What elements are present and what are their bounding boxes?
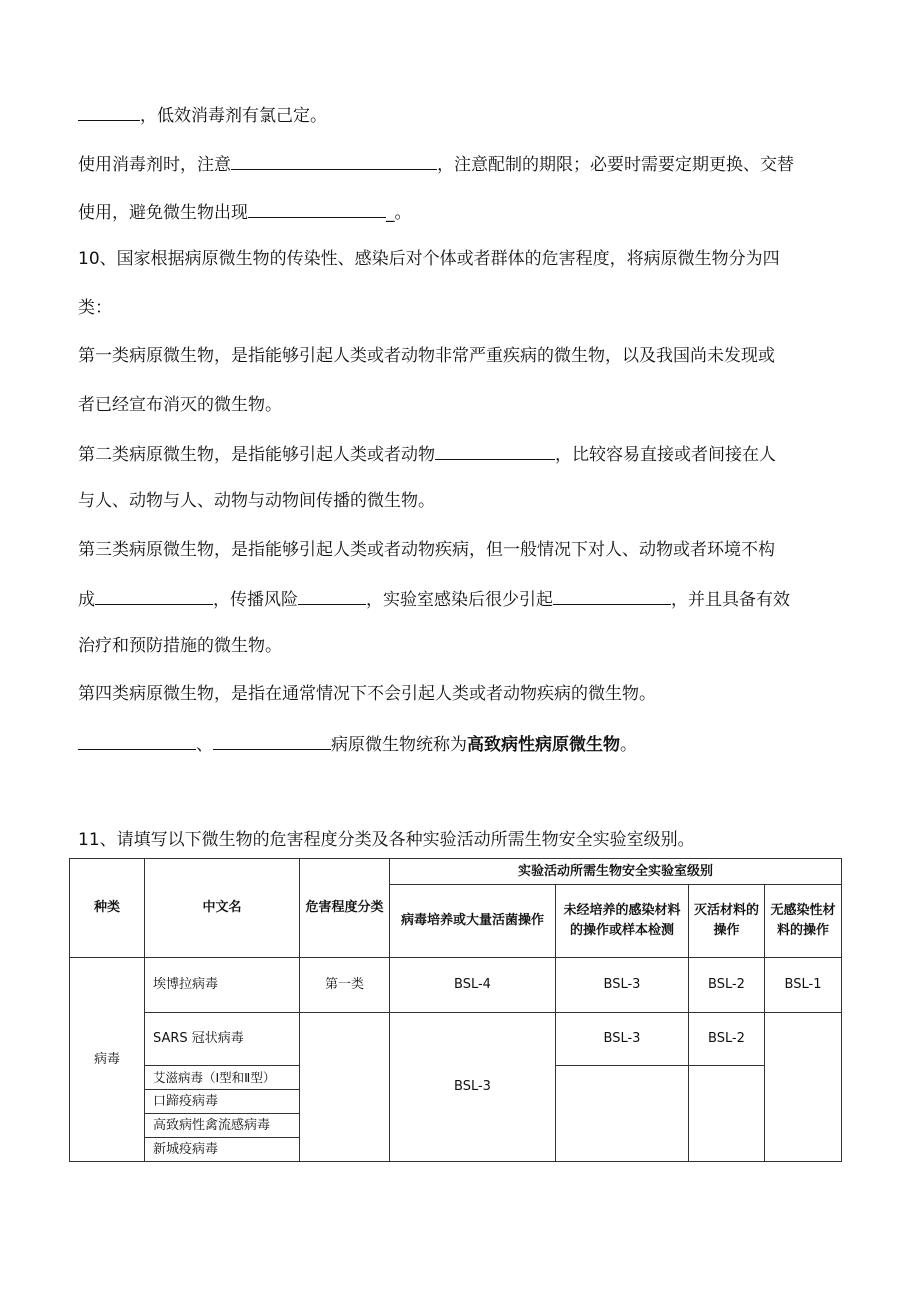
fill-blank[interactable]	[213, 731, 331, 750]
fill-blank[interactable]	[78, 102, 140, 121]
header-name: 中文名	[145, 859, 300, 958]
row-2-uncultured[interactable]: BSL-3	[556, 1013, 689, 1066]
bold-term: 高致病性病原微生物	[467, 735, 620, 755]
fill-blank[interactable]	[553, 586, 671, 605]
group-cell: 病毒	[70, 958, 145, 1162]
text: ，比较容易直接或者间接在人	[555, 445, 776, 465]
fill-blank[interactable]	[435, 441, 555, 460]
header-noninfectious: 无感染性材料的操作	[765, 885, 842, 958]
header-inactivated: 灭活材料的操作	[689, 885, 765, 958]
merged-noninfectious-cell[interactable]	[765, 1013, 842, 1162]
row-1-hazard[interactable]: 第一类	[300, 958, 390, 1013]
header-culture: 病毒培养或大量活菌操作	[390, 885, 556, 958]
text-line-13: 第四类病原微生物，是指在通常情况下不会引起人类或者动物疾病的微生物。	[78, 684, 656, 704]
question-11: 11、请填写以下微生物的危害程度分类及各种实验活动所需生物安全实验室级别。	[78, 830, 695, 850]
text: _	[386, 203, 395, 223]
row-2-inactivated[interactable]: BSL-2	[689, 1013, 765, 1066]
text-line-11	[78, 586, 790, 612]
text: 使用，避免微生物出现	[78, 203, 248, 223]
merged-uncultured-cell[interactable]	[556, 1066, 689, 1162]
row-1-name: 埃博拉病毒	[145, 958, 300, 1013]
text-line-8	[78, 441, 776, 467]
fill-blank[interactable]	[248, 199, 386, 218]
fill-blank[interactable]	[78, 731, 196, 750]
text-line-1	[78, 102, 327, 128]
row-1-inactivated[interactable]: BSL-2	[689, 958, 765, 1013]
row-1-uncultured[interactable]: BSL-3	[556, 958, 689, 1013]
biosafety-table	[69, 858, 842, 1162]
row-4-name: 口蹄疫病毒	[145, 1090, 300, 1114]
fill-blank[interactable]	[95, 586, 213, 605]
row-1-noninfectious[interactable]: BSL-1	[765, 958, 842, 1013]
fill-blank[interactable]	[298, 586, 366, 605]
text-line-10: 第三类病原微生物，是指能够引起人类或者动物疾病，但一般情况下对人、动物或者环境不构	[78, 540, 775, 560]
header-lab-level-group: 实验活动所需生物安全实验室级别	[390, 859, 842, 885]
merged-culture-cell[interactable]: BSL-3	[390, 1013, 556, 1162]
fill-blank[interactable]	[231, 151, 437, 170]
text-line-2	[78, 151, 794, 177]
text: 病原微生物统称为	[331, 735, 467, 755]
row-5-name: 高致病性禽流感病毒	[145, 1114, 300, 1138]
text-line-14	[78, 731, 637, 757]
merged-hazard-cell[interactable]	[300, 1013, 390, 1162]
text-line-7: 者已经宣布消灭的微生物。	[78, 395, 282, 415]
text: ，低效消毒剂有氯己定。	[140, 106, 327, 126]
row-3-name: 艾滋病毒（Ⅰ型和Ⅱ型）	[145, 1066, 300, 1090]
header-kind: 种类	[70, 859, 145, 958]
row-1-culture[interactable]: BSL-4	[390, 958, 556, 1013]
text-line-12: 治疗和预防措施的微生物。	[78, 636, 282, 656]
text-line-9: 与人、动物与人、动物与动物间传播的微生物。	[78, 491, 435, 511]
row-2-name: SARS 冠状病毒	[145, 1013, 300, 1066]
row-6-name: 新城疫病毒	[145, 1138, 300, 1162]
header-uncultured: 未经培养的感染材料的操作或样本检测	[556, 885, 689, 958]
text: 、	[196, 735, 213, 755]
text-line-4: 10、国家根据病原微生物的传染性、感染后对个体或者群体的危害程度，将病原微生物分为四	[78, 249, 780, 269]
text: 第二类病原微生物，是指能够引起人类或者动物	[78, 445, 435, 465]
merged-inactivated-cell[interactable]	[689, 1066, 765, 1162]
text: 使用消毒剂时，注意	[78, 155, 231, 175]
text: ，实验室感染后很少引起	[366, 590, 553, 610]
text: 成	[78, 590, 95, 610]
text: 。	[394, 203, 412, 223]
header-hazard: 危害程度分类	[300, 859, 390, 958]
text-line-3	[78, 199, 412, 225]
text: ，注意配制的期限；必要时需要定期更换、交替	[437, 155, 794, 175]
text: 。	[620, 735, 637, 755]
text: ，并且具备有效	[671, 590, 790, 610]
text: ，传播风险	[213, 590, 298, 610]
text-line-5: 类：	[78, 298, 112, 318]
text-line-6: 第一类病原微生物，是指能够引起人类或者动物非常严重疾病的微生物，以及我国尚未发现或	[78, 346, 775, 366]
